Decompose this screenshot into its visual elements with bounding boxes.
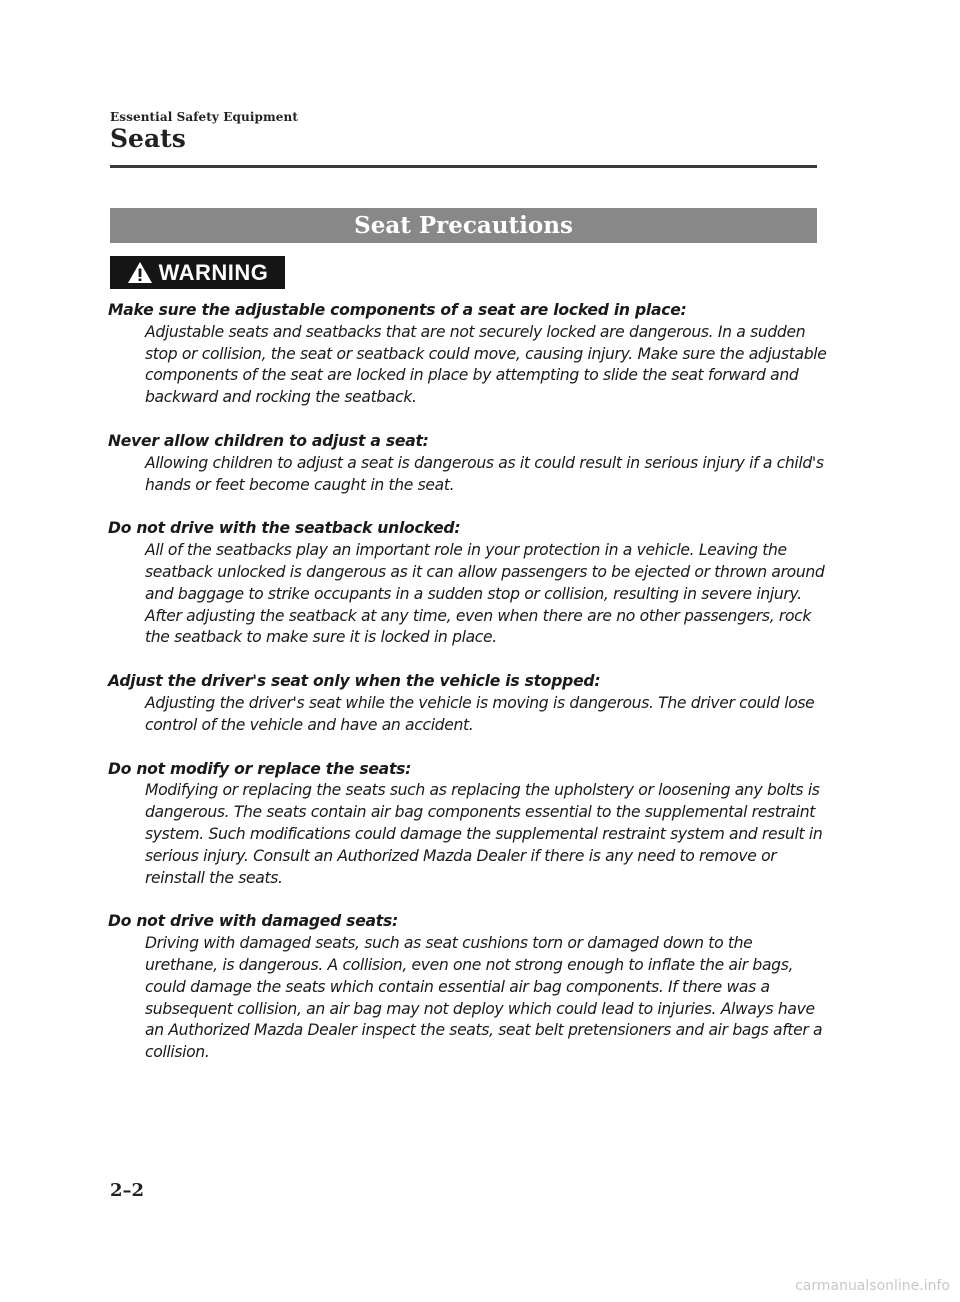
section-title: Seats: [110, 124, 186, 153]
section-label: Essential Safety Equipment: [110, 110, 298, 124]
watermark: carmanualsonline.info: [795, 1278, 950, 1294]
warning-item-title: Never allow children to adjust a seat:: [108, 431, 429, 450]
warning-item: [108, 300, 828, 409]
warning-list: [108, 300, 828, 1086]
warning-item: [108, 671, 828, 736]
warning-item-body: Driving with damaged seats, such as seat cushions torn or damaged down to the urethane, is dangerous. A collision, even one not strong enough to inflate the air bags, could damage the seats which contain essential air bag components. If there was a subsequent collision, an air bag may not deploy which could lead to injuries. Always have an Authorized Mazda Dealer inspect the seats, seat belt pretensioners and air bags after a collision.: [145, 934, 823, 1062]
warning-item: [108, 911, 828, 1064]
warning-item-body: Adjustable seats and seatbacks that are not securely locked are dangerous. In a sudden stop or collision, the seat or seatback could move, causing injury. Make sure the adjustable components of the seat are locked in place by attempting to slide the seat forward and backward and rocking the seatback.: [145, 322, 827, 407]
warning-item: [108, 518, 828, 649]
warning-item-title: Do not modify or replace the seats:: [108, 759, 412, 778]
warning-item-body: Adjusting the driver's seat while the vehicle is moving is dangerous. The driver could lose control of the vehicle and have an accident.: [145, 693, 815, 734]
warning-item-title: Make sure the adjustable components of a seat are locked in place:: [108, 301, 687, 319]
warning-item-body: Modifying or replacing the seats such as replacing the upholstery or loosening any bolts is dangerous. The seats contain air bag components essential to the supplemental restraint system. Such modifications could damage the supplemental restraint system and result in serious injury. Consult an Authorized Mazda Dealer if there is any need to remove or reinstall the seats.: [145, 781, 823, 887]
warning-item-title: Adjust the driver's seat only when the vehicle is stopped:: [108, 672, 601, 691]
warning-item-body: All of the seatbacks play an important role in your protection in a vehicle. Leaving the seatback unlocked is dangerous as it can allow passengers to be ejected or thrown around and baggage to strike occupants in a sudden stop or collision, resulting in severe injury. After adjusting the seatback at any time, even when there are no other passengers, rock the seatback to make sure it is locked in place.: [145, 541, 825, 647]
warning-label: WARNING: [158, 259, 269, 285]
warning-item-title: Do not drive with damaged seats:: [108, 912, 399, 931]
warning-item-body: Allowing children to adjust a seat is dangerous as it could result in serious injury if a child's hands or feet become caught in the seat.: [145, 453, 824, 494]
page-number: 2–2: [110, 1180, 145, 1201]
warning-item: [108, 431, 828, 496]
warning-triangle-icon: [127, 261, 153, 284]
header-rule: [110, 165, 817, 168]
warning-item-title: Do not drive with the seatback unlocked:: [108, 519, 461, 538]
warning-badge: [110, 256, 285, 289]
topic-banner: Seat Precautions: [110, 208, 817, 243]
warning-item: [108, 759, 828, 890]
